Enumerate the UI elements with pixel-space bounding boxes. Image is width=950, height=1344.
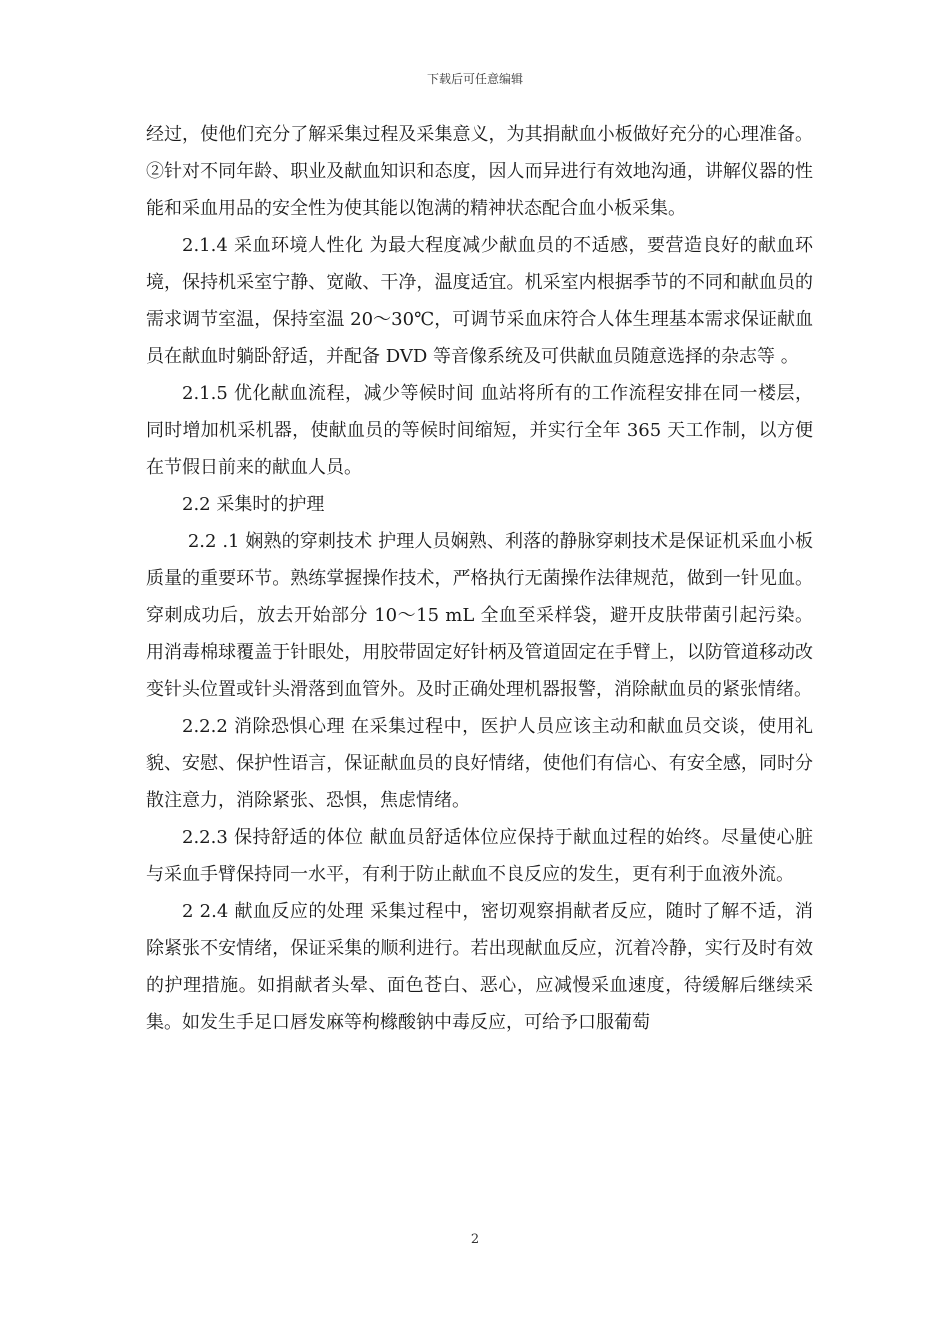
paragraph-2-2-2: 2.2.2 消除恐惧心理 在采集过程中，医护人员应该主动和献血员交谈，使用礼貌、安慰、保护性语言，保证献血员的良好情绪，使他们有信心、有安全感，同时分散注意力，消除紧张、恐惧，焦虑情绪。	[146, 716, 813, 811]
paragraph-intro-continuation: 经过，使他们充分了解采集过程及采集意义，为其捐献血小板做好充分的心理准备。②针对不同年龄、职业及献血知识和态度，因人而异进行有效地沟通，讲解仪器的性能和采血用品的安全性为使其能以饱满的精神状态配合血小板采集。	[146, 124, 813, 219]
page-number: 2	[470, 1232, 480, 1247]
page-header: 下载后可任意编辑	[426, 72, 523, 86]
paragraph-2-2-3: 2.2.3 保持舒适的体位 献血员舒适体位应保持于献血过程的始终。尽量使心脏与采血手臂保持同一水平，有利于防止献血不良反应的发生，更有利于血液外流。	[146, 827, 813, 885]
paragraph-2-1-4: 2.1.4 采血环境人性化 为最大程度减少献血员的不适感，要营造良好的献血环境，保持机采室宁静、宽敞、干净，温度适宜。机采室内根据季节的不同和献血员的需求调节室温，保持室温 20～30℃，可调节采血床符合人体生理基本需求保证献血员在献血时躺卧舒适，并配备 DVD 等音像系统及可供献血员随意选择的杂志等 。	[146, 235, 813, 367]
paragraph-2-2-1: 2.2 .1 娴熟的穿刺技术 护理人员娴熟、利落的静脉穿刺技术是保证机采血小板质量的重要环节。熟练掌握操作技术，严格执行无菌操作法律规范，做到一针见血。穿刺成功后，放去开始部分 10～15 mL 全血至采样袋，避开皮肤带菌引起污染。用消毒棉球覆盖于针眼处，用胶带固定好针柄及管道固定在手臂上，以防管道移动改变针头位置或针头滑落到血管外。及时正确处理机器报警，消除献血员的紧张情绪。	[146, 531, 813, 700]
paragraph-2-2-4: 2 2.4 献血反应的处理 采集过程中，密切观察捐献者反应，随时了解不适，消除紧张不安情绪，保证采集的顺利进行。若出现献血反应，沉着冷静，实行及时有效的护理措施。如捐献者头晕、面色苍白、恶心，应减慢采血速度，待缓解后继续采集。如发生手足口唇发麻等枸橼酸钠中毒反应，可给予口服葡萄	[146, 901, 813, 1033]
paragraph-2-1-5: 2.1.5 优化献血流程，减少等候时间 血站将所有的工作流程安排在同一楼层，同时增加机采机器，使献血员的等候时间缩短，并实行全年 365 天工作制，以方便在节假日前来的献血人员。	[146, 383, 813, 478]
document-body	[146, 116, 813, 1041]
section-heading-2-2: 2.2 采集时的护理	[182, 494, 325, 515]
